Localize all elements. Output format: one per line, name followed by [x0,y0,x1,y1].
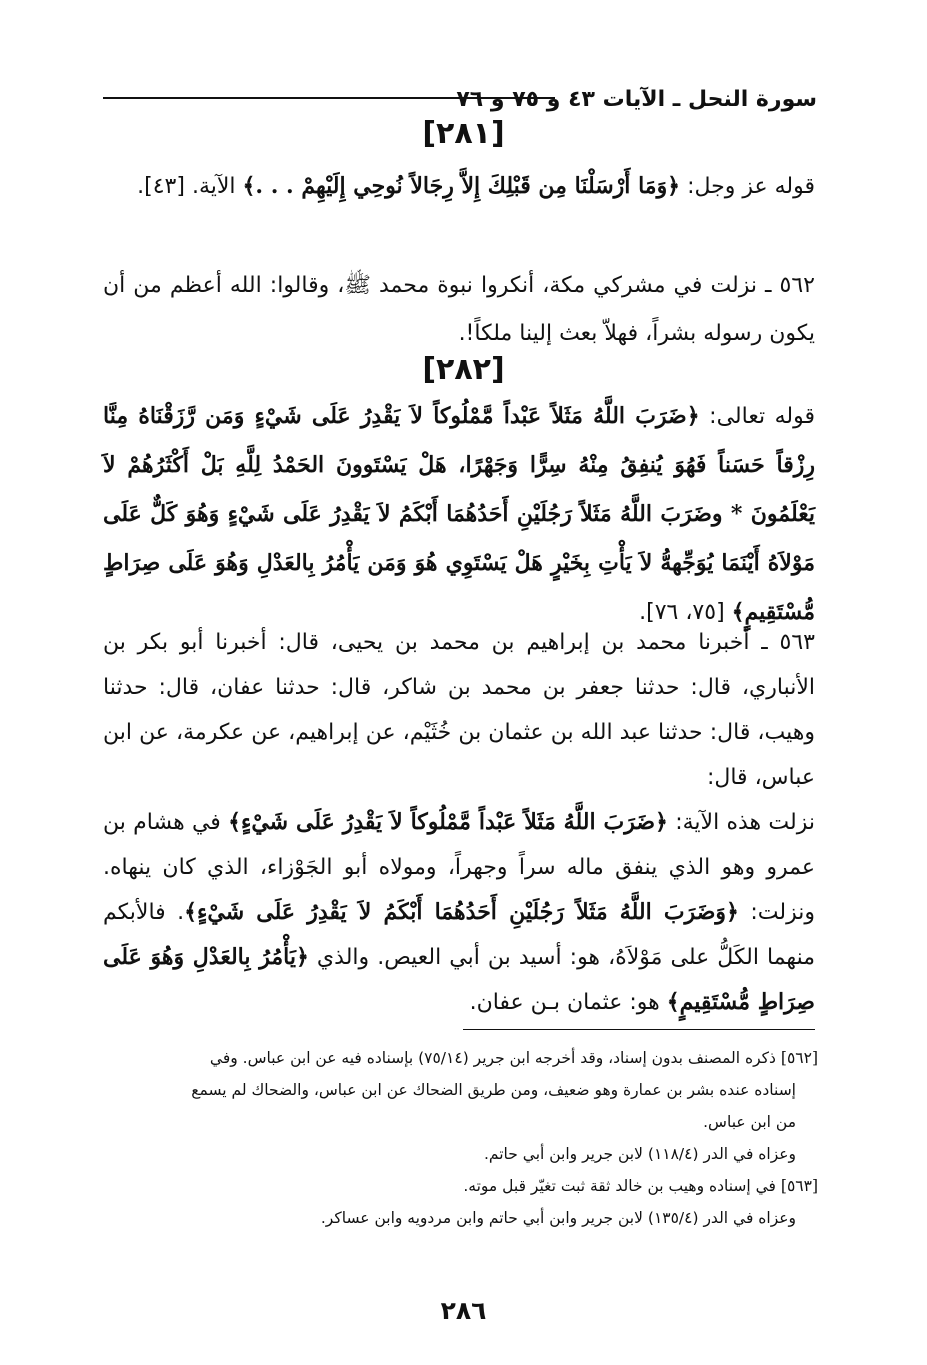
narration-paragraph [103,800,815,1025]
footnote-rule [463,1029,815,1030]
quran-verse: ﴿ضَرَبَ اللَّهُ مَثَلاً عَبْداً مَّمْلُوكاً لاَ يَقْدِرُ عَلَى شَيْءٍ﴾ [228,809,668,835]
quran-verse: ﴿وَمَا أَرْسَلْنَا مِن قَبْلِكَ إِلاَّ رِجَالاً نُوحِي إِلَيْهِمْ . . .﴾ [242,173,681,199]
quran-verse: ﴿ضَرَبَ اللَّهُ مَثَلاً عَبْداً مَّمْلُوكاً لاَ يَقْدِرُ عَلَى شَيْءٍ وَمَن رَّزَقْنَاهُ مِنَّا رِزْقاً حَسَناً فَهُوَ يُنفِقُ مِنْهُ سِرًّا وَجَهْرًا، هَلْ يَسْتَوونَ الحَمْدُ لِلَّهِ بَلْ أَكْثَرُهُمْ لاَ يَعْلَمُونَ * وضَرَبَ اللَّهُ مَثَلاً رَجُلَيْنِ أَحَدُهُمَا أَبْكَمُ لاَ يَقْدِرُ عَلَى شَيْءٍ وَهُوَ كَلٌّ عَلَى مَوْلاَهُ أَيْنَمَا يُوَجِّههُّ لاَ يَأْتِ بِخَيْرٍ هَلْ يَسْتَوِي هُوَ وَمَن يَأْمُرُ بِالعَدْلِ وَهُوَ عَلَى صِرَاطٍ مُّسْتَقِيمٍ﴾ [103,403,815,625]
footnote-tag: [٥٦٣] [780,1177,818,1195]
running-header: سورة النحل ـ الآيات ٤٣ و ٧٥ و ٧٦ [456,87,817,112]
section-number: [٢٨٢] [422,352,505,387]
header-rule [103,97,555,99]
footnote-text: ذكره المصنف بدون إسناد، وقد أخرجه ابن جرير (٧٥/١٤) بإسناده فيه عن ابن عباس. وفي [209,1049,781,1067]
verse-intro-paragraph [103,162,815,211]
verse-reference: الآية. [٤٣]. [137,174,243,199]
verse-reference: [٧٥، ٧٦]. [639,600,732,625]
footnote-line [100,1170,818,1202]
footnote-line: وعزاه في الدر (١١٨/٤) لابن جرير وابن أبي حاتم. [483,1145,796,1163]
footnote-line [100,1042,818,1074]
footnote-line: وعزاه في الدر (١٣٥/٤) لابن جرير وابن أبي حاتم وابن مردويه وابن عساكر. [320,1209,796,1227]
quran-verse: ﴿وَضَرَبَ اللَّهُ مَثَلاً رَجُلَيْنِ أَحَدُهُمَا أَبْكَمُ لاَ يَقْدِرُ عَلَى شَيْءٍ﴾ [184,899,739,925]
quran-verse: ﴿يَأْمُرُ بِالعَدْلِ وَهُوَ عَلَى صِرَاطٍ مُّسْتَقِيمٍ﴾ [103,944,815,1015]
narration-text: . فالأبكم منهما الكَلُّ على مَوْلاَهُ، هو: أسيد بن أبي العيص. والذي [103,900,815,970]
footnote-text: في إسناده وهيب بن خالد ثقة ثبت تغيّر قبل موته. [463,1177,781,1195]
footnotes [100,1042,818,1234]
footnote-line: إسناده عنده بشر بن عمارة وهو ضعيف، ومن طريق الضحاك عن ابن عباس، والضحاك لم يسمع [191,1081,796,1099]
footnote-line: من ابن عباس. [703,1113,796,1131]
footnote-tag: [٥٦٢] [780,1049,818,1067]
isnad-paragraph: ٥٦٣ ـ أخبرنا محمد بن إبراهيم بن محمد بن يحيى، قال: أخبرنا أبو بكر بن الأنباري، قال: حدثنا جعفر بن محمد بن شاكر، قال: حدثنا عفان، قال: حدثنا وهيب، قال: حدثنا عبد الله بن عثمان بن خُثَيْم، عن إبراهيم، عن عكرمة، عن ابن عباس، قال: [103,630,815,790]
narration-paragraph: ٥٦٢ ـ نزلت في مشركي مكة، أنكروا نبوة محمد ﷺ، وقالوا: الله أعظم من أن يكون رسوله بشراً، فهلاّ بعث إلينا ملكاً!. [103,273,815,346]
section-number: [٢٨١] [422,116,505,151]
verse-intro-label: قوله تعالى: [699,404,815,429]
page-number: ٢٨٦ [440,1296,487,1325]
narration-text: نزلت هذه الآية: [667,810,815,835]
narration-text: هو: عثمان بـن عفان. [469,990,667,1015]
narration-text: في هشام بن عمرو وهو الذي ينفق ماله سراً وجهراً، ومولاه أبو الجَوْزاء، الذي كان ينهاه. ونزلت: [103,810,815,925]
verse-intro-label: قوله عز وجل: [680,174,815,199]
verse-intro-paragraph [103,392,815,637]
